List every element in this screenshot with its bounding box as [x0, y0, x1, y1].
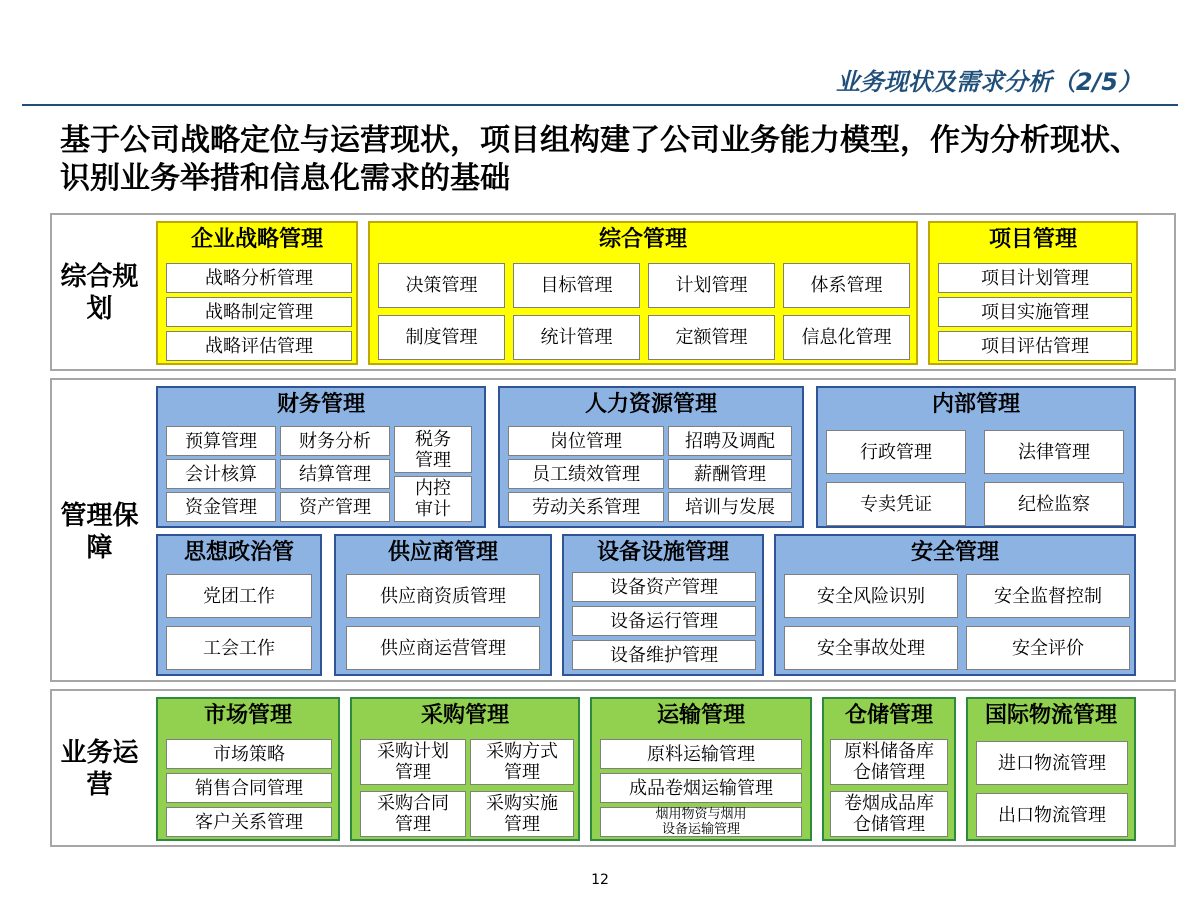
item: 销售合同管理: [166, 773, 332, 803]
item: 设备维护管理: [572, 640, 756, 670]
group-title: 内部管理: [931, 392, 1020, 417]
group-hr: [498, 386, 804, 528]
item: 薪酬管理: [668, 459, 792, 489]
group-title: 仓储管理: [844, 703, 933, 728]
item: 税务管理: [394, 426, 472, 473]
item: 体系管理: [783, 263, 910, 308]
item: 采购合同管理: [360, 791, 466, 837]
item: 项目实施管理: [938, 297, 1132, 327]
row-planning: [50, 213, 1176, 371]
item: 安全监督控制: [966, 574, 1130, 618]
item: 预算管理: [166, 426, 276, 456]
item: 法律管理: [984, 430, 1124, 474]
row-support: [50, 378, 1176, 682]
item: 客户关系管理: [166, 807, 332, 837]
group-strategy: [156, 221, 358, 365]
group-title: 安全管理: [910, 540, 999, 565]
item: 内控审计: [394, 476, 472, 522]
group-title: 财务管理: [276, 392, 365, 417]
group-project: [928, 221, 1138, 365]
group-supplier: [334, 534, 552, 676]
item: 计划管理: [648, 263, 775, 308]
item: 出口物流管理: [976, 793, 1128, 837]
item: 原料运输管理: [600, 739, 802, 769]
item: 财务分析: [280, 426, 390, 456]
item: 战略评估管理: [166, 331, 352, 361]
item: 项目评估管理: [938, 331, 1132, 361]
item: 安全风险识别: [784, 574, 958, 618]
item: 战略制定管理: [166, 297, 352, 327]
item: 纪检监察: [984, 482, 1124, 526]
group-title: 思想政治管: [183, 540, 294, 565]
item: 制度管理: [378, 315, 505, 360]
group-transport: [590, 697, 812, 841]
group-title: 设备设施管理: [596, 540, 729, 565]
item: 供应商资质管理: [346, 574, 540, 618]
group-political: [156, 534, 322, 676]
item: 招聘及调配: [668, 426, 792, 456]
group-warehouse: [822, 697, 956, 841]
item: 目标管理: [513, 263, 640, 308]
item: 员工绩效管理: [508, 459, 664, 489]
group-internal: [816, 386, 1136, 528]
item: 资产管理: [280, 492, 390, 522]
item: 岗位管理: [508, 426, 664, 456]
item: 结算管理: [280, 459, 390, 489]
page-number: 12: [591, 872, 609, 888]
group-title: 供应商管理: [387, 540, 498, 565]
group-safety: [774, 534, 1136, 676]
item: 定额管理: [648, 315, 775, 360]
group-title: 综合管理: [598, 227, 687, 252]
item: 党团工作: [166, 574, 312, 618]
group-equipment: [562, 534, 764, 676]
group-intl-logistics: [966, 697, 1136, 841]
item: 采购实施管理: [470, 791, 574, 837]
headline: 基于公司战略定位与运营现状，项目组构建了公司业务能力模型，作为分析现状、识别业务举措和信息化需求的基础: [60, 123, 1140, 196]
item: 资金管理: [166, 492, 276, 522]
item: 统计管理: [513, 315, 640, 360]
group-title: 项目管理: [988, 227, 1077, 252]
item: 设备运行管理: [572, 606, 756, 636]
item: 培训与发展: [668, 492, 792, 522]
item: 安全评价: [966, 626, 1130, 670]
item: 信息化管理: [783, 315, 910, 360]
item: 烟用物资与烟用设备运输管理: [600, 807, 802, 837]
item: 安全事故处理: [784, 626, 958, 670]
item: 决策管理: [378, 263, 505, 308]
group-general: [368, 221, 918, 365]
group-procurement: [350, 697, 580, 841]
item: 项目计划管理: [938, 263, 1132, 293]
item: 战略分析管理: [166, 263, 352, 293]
header-rule: [22, 104, 1178, 106]
item: 专卖凭证: [826, 482, 966, 526]
item: 会计核算: [166, 459, 276, 489]
group-title: 运输管理: [656, 703, 745, 728]
row-label: 管理保障: [60, 501, 139, 563]
item: 供应商运营管理: [346, 626, 540, 670]
group-title: 人力资源管理: [584, 392, 717, 417]
row-label: 业务运营: [60, 738, 139, 800]
item: 劳动关系管理: [508, 492, 664, 522]
item: 行政管理: [826, 430, 966, 474]
item: 原料储备库仓储管理: [830, 739, 948, 785]
item: 成品卷烟运输管理: [600, 773, 802, 803]
group-title: 国际物流管理: [984, 703, 1117, 728]
item: 采购方式管理: [470, 739, 574, 785]
item: 卷烟成品库仓储管理: [830, 791, 948, 837]
item: 设备资产管理: [572, 572, 756, 602]
group-title: 采购管理: [420, 703, 509, 728]
item: 采购计划管理: [360, 739, 466, 785]
group-market: [156, 697, 340, 841]
group-finance: [156, 386, 486, 528]
item: 进口物流管理: [976, 741, 1128, 785]
row-operation: [50, 689, 1176, 847]
row-label: 综合规划: [60, 262, 139, 324]
section-title: 业务现状及需求分析（2/5）: [835, 68, 1142, 96]
item: 工会工作: [166, 626, 312, 670]
item: 市场策略: [166, 739, 332, 769]
group-title: 市场管理: [203, 703, 292, 728]
group-title: 企业战略管理: [190, 227, 323, 252]
